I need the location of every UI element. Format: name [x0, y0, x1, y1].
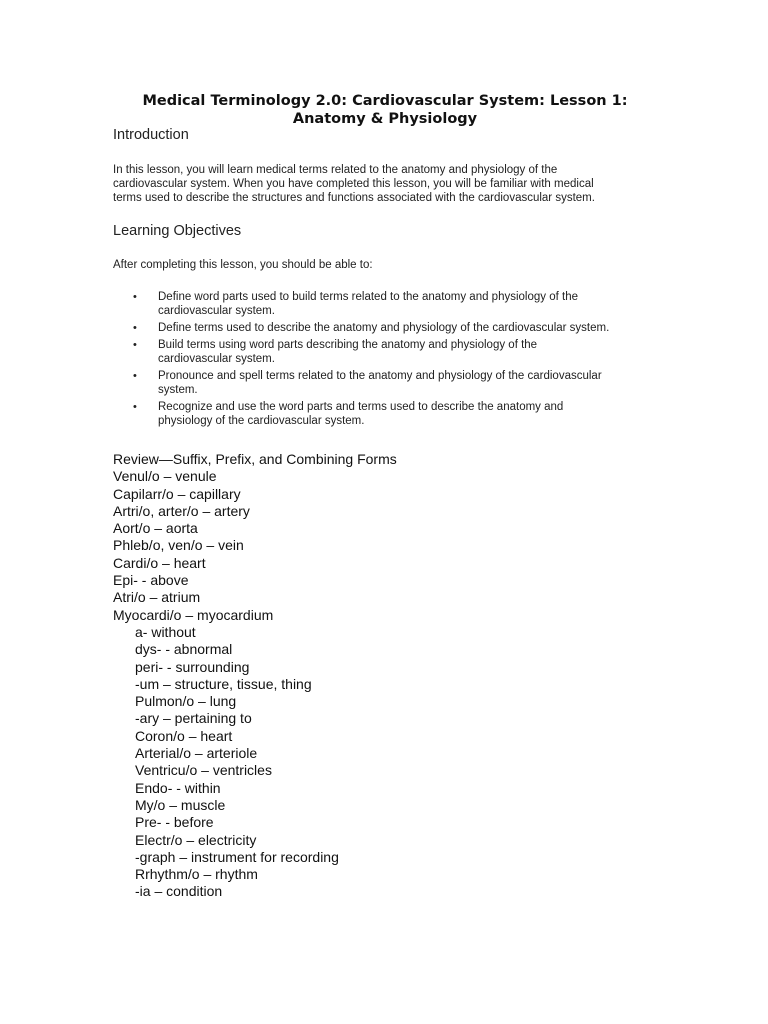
objective-item: [113, 369, 673, 397]
review-term: dys- - abnormal: [135, 641, 233, 658]
objective-text: Build terms using word parts describing the anatomy and physiology of the: [158, 339, 538, 351]
intro-heading: Introduction: [113, 127, 189, 143]
objective-item: [113, 321, 673, 335]
objective-text: cardiovascular system.: [158, 305, 275, 317]
review-term: -ary – pertaining to: [135, 710, 252, 727]
review-section: [113, 451, 397, 901]
paragraph-line: terms used to describe the structures and functions associated with the cardiovascular system.: [113, 192, 595, 204]
objective-text: system.: [158, 384, 198, 396]
review-term: Epi- - above: [113, 572, 189, 589]
review-term: Venul/o – venule: [113, 468, 217, 485]
objective-item: [113, 290, 673, 318]
bullet-icon: •: [133, 339, 137, 351]
review-term: peri- - surrounding: [135, 658, 250, 675]
review-term: Coron/o – heart: [135, 727, 233, 744]
document-title: [90, 92, 680, 128]
review-term: Artri/o, arter/o – artery: [113, 502, 250, 519]
review-term: Myocardi/o – myocardium: [113, 606, 274, 623]
bullet-icon: •: [133, 322, 137, 334]
objective-text: physiology of the cardiovascular system.: [158, 415, 365, 427]
review-term: Capilarr/o – capillary: [113, 485, 241, 502]
review-term: Cardi/o – heart: [113, 554, 206, 571]
title-line: Anatomy & Physiology: [292, 111, 478, 127]
objectives-list: [113, 290, 673, 431]
title-line: Medical Terminology 2.0: Cardiovascular System: Lesson 1:: [142, 93, 628, 109]
objective-text: cardiovascular system.: [158, 353, 275, 365]
intro-paragraph: [113, 163, 673, 205]
review-term: Ventricu/o – ventricles: [135, 762, 272, 779]
review-term: Phleb/o, ven/o – vein: [113, 537, 244, 554]
objective-text: Pronounce and spell terms related to the anatomy and physiology of the cardiovascular: [158, 370, 602, 382]
review-term: -graph – instrument for recording: [135, 848, 339, 865]
review-term: Rrhythm/o – rhythm: [135, 866, 258, 883]
objectives-heading: Learning Objectives: [113, 223, 242, 239]
review-term: Endo- - within: [135, 779, 221, 796]
review-term: Atri/o – atrium: [113, 589, 201, 606]
bullet-icon: •: [133, 370, 137, 382]
review-term: Aort/o – aorta: [113, 520, 198, 537]
objective-text: Recognize and use the word parts and terms used to describe the anatomy and: [158, 401, 564, 413]
bullet-icon: •: [133, 401, 137, 413]
review-term: Pulmon/o – lung: [135, 693, 237, 710]
objective-text: Define word parts used to build terms related to the anatomy and physiology of the: [158, 291, 578, 303]
objectives-lead: [113, 258, 673, 272]
review-term: Pre- - before: [135, 814, 214, 831]
review-term: My/o – muscle: [135, 796, 226, 813]
objective-item: [113, 400, 673, 428]
review-term: Electr/o – electricity: [135, 831, 257, 848]
review-term: -um – structure, tissue, thing: [135, 675, 312, 692]
paragraph-line: In this lesson, you will learn medical terms related to the anatomy and physiology of the: [113, 164, 558, 176]
objective-item: [113, 338, 673, 366]
review-heading: Review—Suffix, Prefix, and Combining Forms: [113, 451, 397, 467]
paragraph-line: After completing this lesson, you should be able to:: [113, 259, 373, 271]
paragraph-line: cardiovascular system. When you have completed this lesson, you will be familiar with medical: [113, 178, 594, 190]
review-term: Arterial/o – arteriole: [135, 745, 258, 762]
review-term: a- without: [135, 623, 196, 640]
objective-text: Define terms used to describe the anatomy and physiology of the cardiovascular system.: [158, 322, 610, 334]
review-term: -ia – condition: [135, 883, 223, 900]
bullet-icon: •: [133, 291, 137, 303]
